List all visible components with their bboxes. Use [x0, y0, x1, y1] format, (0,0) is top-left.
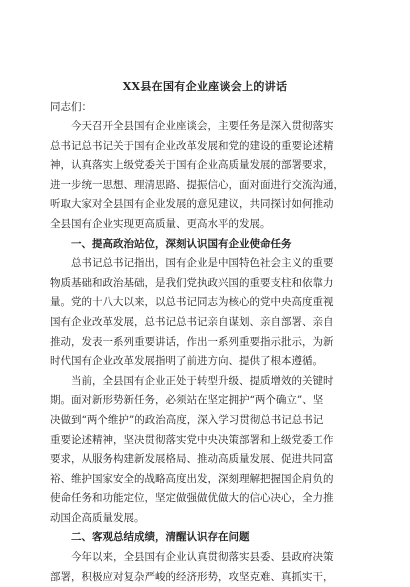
text-line: 推动，发表一系列重要讲话，作出一系列重要指示批示，为新: [50, 335, 334, 348]
section-heading: 二、客观总结成绩，清醒认识存在问题: [71, 531, 250, 544]
text-line: 重要论述精神，坚决贯彻落实党中央决策部署和上级党委工作: [50, 433, 334, 446]
text-line: 听取大家对全县国有企业发展的意见建议，共同探讨如何推动: [50, 198, 334, 211]
text-line: 进一步统一思想、理清思路、提振信心，面对面进行交流沟通，: [50, 178, 344, 191]
text-line: 裕、维护国家安全的战略高度出发，深刻理解把握国企肩负的: [50, 472, 334, 485]
text-line: 量。党的十八大以来，以总书记同志为核心的党中央高度重视: [50, 296, 334, 309]
salutation: 同志们：: [50, 101, 92, 113]
text-line: 决做到“两个维护”的政治高度，深入学习贯彻总书记总书记: [50, 413, 324, 426]
text-line: 全县国有企业实现更高质量、更高水平的发展。: [50, 217, 271, 230]
text-line: 总书记总书记指出，国有企业是中国特色社会主义的重要: [71, 257, 334, 270]
text-line: 部署，积极应对复杂严峻的经济形势，攻坚克难、真抓实干，: [50, 570, 334, 583]
body-text: [50, 117, 360, 587]
section-heading: 一、提高政治站位，深刻认识国有企业使命任务: [71, 237, 292, 250]
text-line: 神，认真落实上级党委关于国有企业高质量发展的部署要求，: [50, 159, 334, 172]
text-line: 动国企高质量发展。: [50, 511, 145, 524]
text-line: 总书记总书记关于国有企业改革发展和党的建设的重要论述精: [50, 139, 334, 152]
text-line: 今年以来，全县国有企业认真贯彻落实县委、县政府决策: [71, 551, 334, 564]
text-line: 使命任务和功能定位，坚定做强做优做大的信心决心，全力推: [50, 492, 334, 505]
text-line: 今天召开全县国有企业座谈会，主要任务是深入贯彻落实: [71, 120, 334, 132]
text-line: 要求，从服务构建新发展格局、推动高质量发展、促进共同富: [50, 453, 334, 466]
text-line: 时代国有企业改革发展指明了前进方向、提供了根本遵循。: [50, 355, 323, 368]
text-line: 期。面对新形势新任务，必须站在坚定拥护“两个确立”、坚: [50, 394, 324, 407]
document-title: XX县在国有企业座谈会上的讲话: [122, 80, 288, 93]
text-line: 当前，全县国有企业正处于转型升级、提质增效的关键时: [71, 374, 334, 387]
text-line: 国有企业改革发展，总书记总书记亲自谋划、亲自部署、亲自: [50, 315, 334, 328]
text-line: 物质基础和政治基础，是我们党执政兴国的重要支柱和依靠力: [50, 276, 334, 289]
